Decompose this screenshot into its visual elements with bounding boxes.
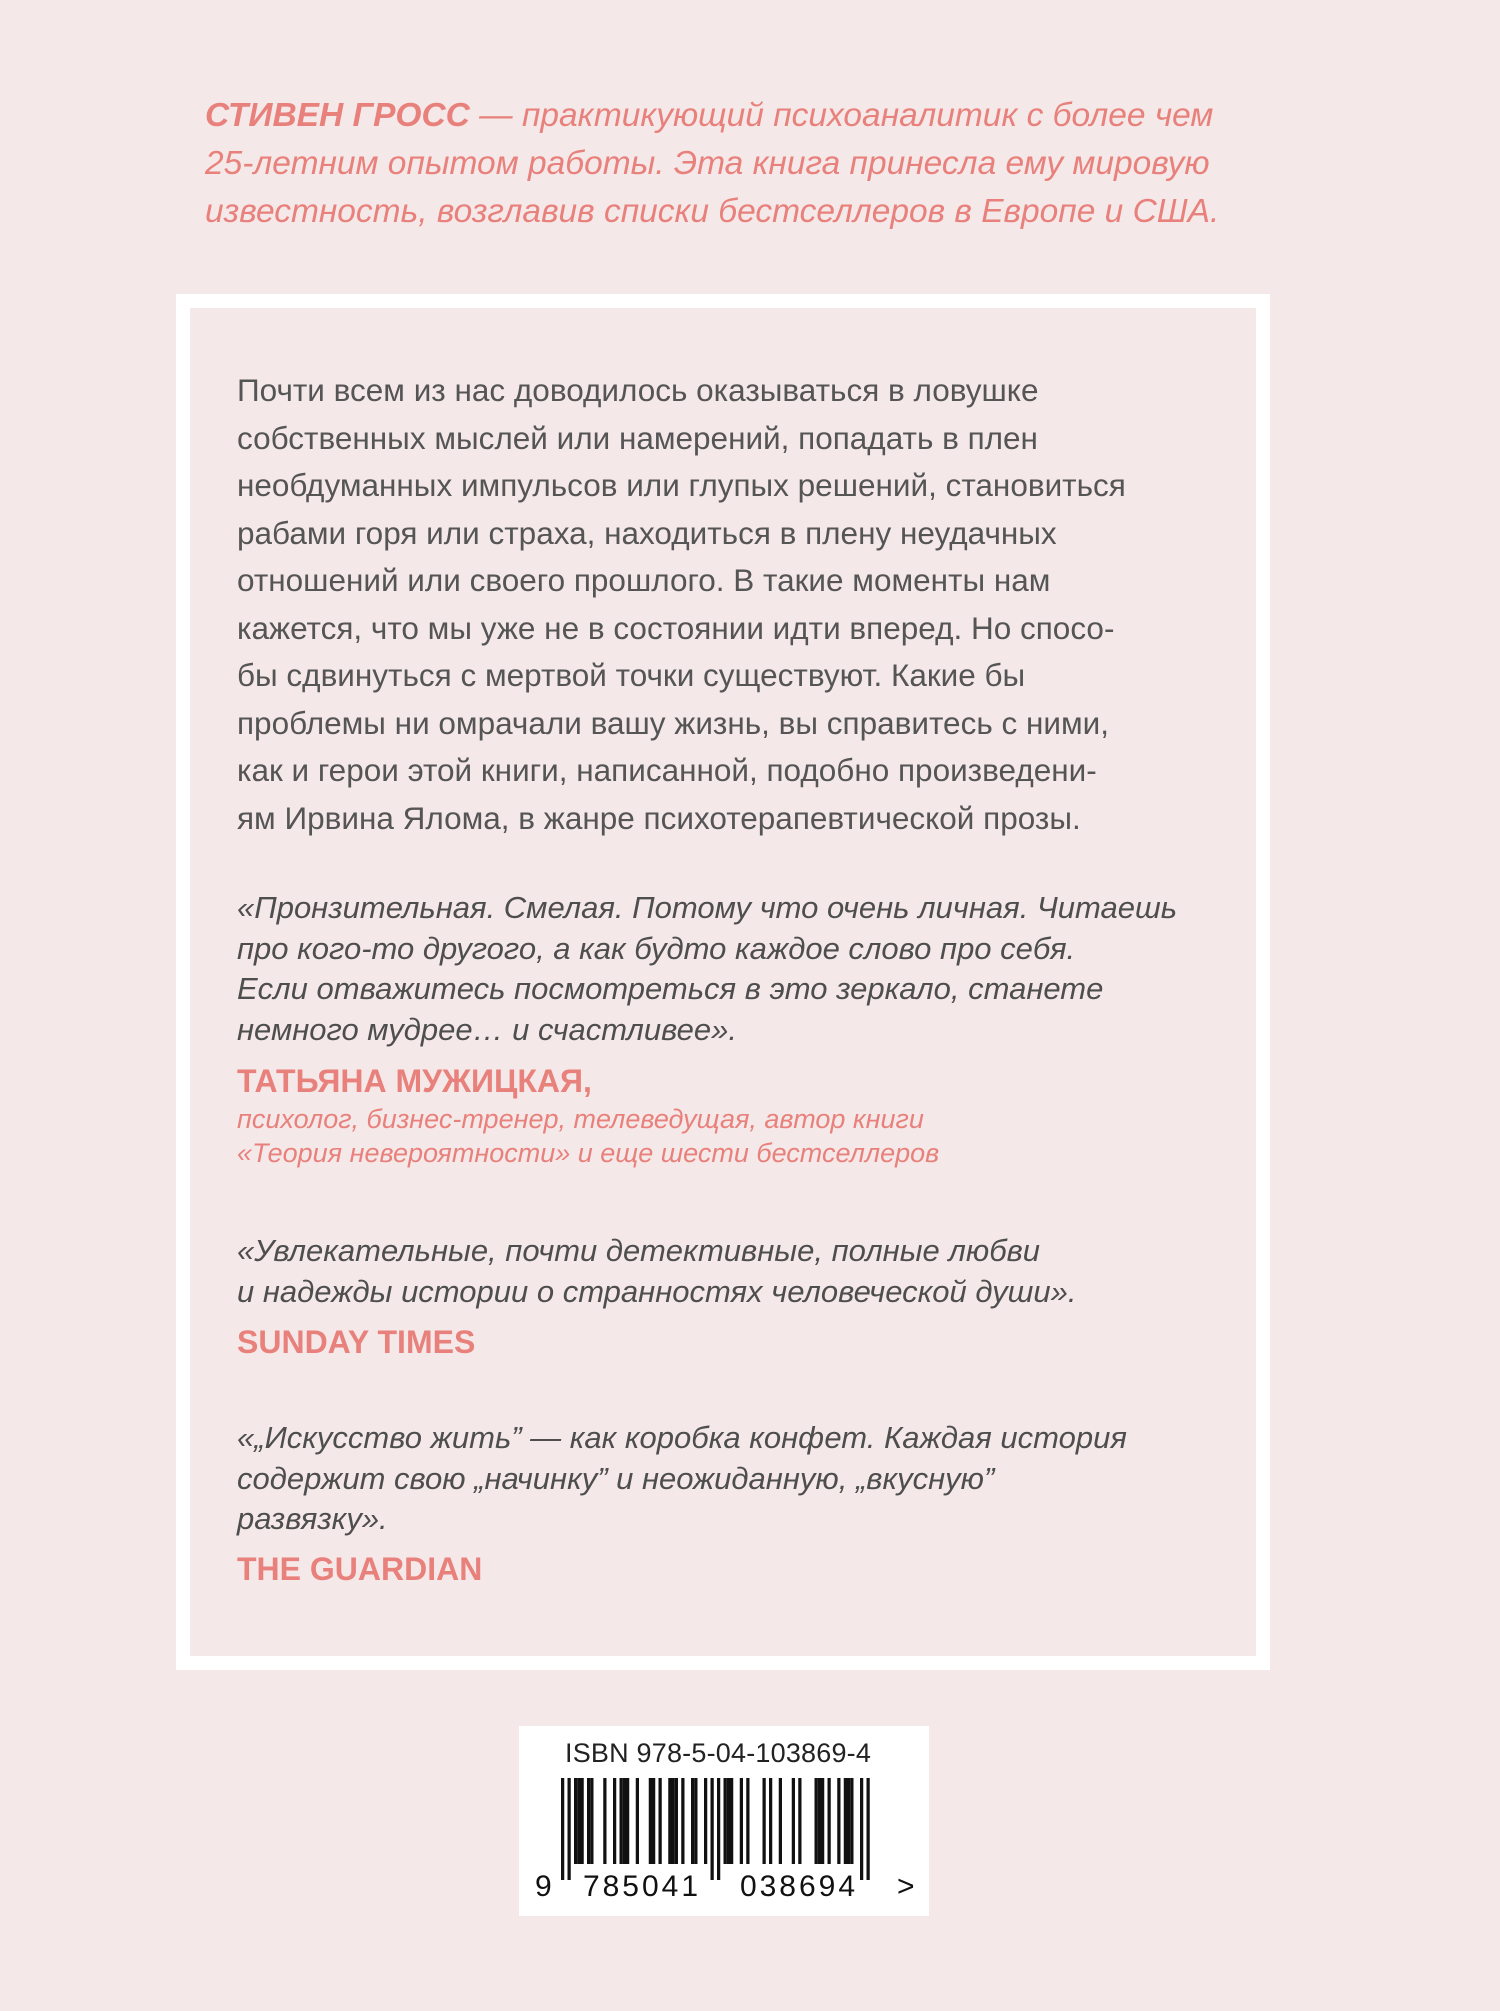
annotation-line: проблемы ни омрачали вашу жизнь, вы справитесь с ними, (237, 704, 1109, 741)
barcode-bar (730, 1778, 733, 1864)
barcode-bar (668, 1778, 671, 1864)
annotation-line: кажется, что мы уже не в состоянии идти вперед. Но спосо- (237, 609, 1115, 646)
review-author-desc-1 (237, 1102, 1237, 1170)
barcode-end-mark: > (897, 1870, 915, 1903)
barcode-bar (850, 1778, 853, 1864)
barcode-bar (792, 1778, 795, 1864)
annotation-line: отношений или своего прошлого. В такие моменты нам (237, 562, 1051, 598)
barcode-bar (649, 1778, 652, 1864)
author-desc-line: «Теория невероятности» и еще шести бестселлеров (237, 1138, 940, 1168)
barcode-bar (798, 1778, 801, 1864)
barcode-bar (561, 1778, 564, 1880)
review-author-2: SUNDAY TIMES (237, 1324, 476, 1360)
barcode-bar (581, 1778, 584, 1864)
barcode-bar (626, 1778, 629, 1864)
barcode-bar (860, 1778, 863, 1880)
barcode-bar (623, 1778, 626, 1864)
barcode-bar (818, 1778, 821, 1864)
barcode-bar (828, 1778, 831, 1864)
annotation-line: необдуманных импульсов или глупых решений, становиться (237, 467, 1126, 503)
author-intro-line-1: СТИВЕН ГРОСС — практикующий психоаналитик с более чем (205, 97, 1214, 134)
annotation-line: бы сдвинуться с мертвой точки существуют. Какие бы (237, 657, 1026, 693)
barcode-bar (574, 1778, 577, 1864)
barcode-first-digit: 9 (535, 1870, 552, 1903)
barcode-bar (844, 1778, 847, 1864)
review-quote-1 (237, 888, 1237, 1050)
barcode-bar (711, 1778, 714, 1880)
barcode-bar (779, 1778, 782, 1864)
barcode-bar (694, 1778, 697, 1864)
barcode-bar (763, 1778, 766, 1864)
barcode-bar (672, 1778, 675, 1864)
annotation-line: рабами горя или страха, находиться в плену неудачных (237, 514, 1057, 551)
barcode-bar (746, 1778, 749, 1864)
quote-line: и надежды истории о странностях человеческой души». (237, 1273, 1077, 1309)
barcode-bar (675, 1778, 678, 1864)
author-intro (205, 92, 1345, 236)
barcode-bar (740, 1778, 743, 1864)
barcode-bar (815, 1778, 818, 1864)
quote-line: содержит свою „начинку” и неожиданную, „вкусную” (237, 1460, 995, 1496)
barcode-bar (590, 1778, 593, 1864)
quote-line: «Пронзительная. Смелая. Потому что очень личная. Читаешь (237, 890, 1178, 925)
review-author-3: THE GUARDIAN (237, 1551, 483, 1587)
barcode-bar (821, 1778, 824, 1864)
author-desc-line: психолог, бизнес-тренер, телеведущая, автор книги (237, 1104, 924, 1134)
barcode-bar (659, 1778, 662, 1864)
barcode-bar (587, 1778, 590, 1864)
barcode-bar (727, 1778, 730, 1864)
quote-line: немного мудрее… и счастливее». (237, 1011, 737, 1047)
barcode-bar (717, 1778, 720, 1880)
barcode-right-digits: 038694 (739, 1870, 859, 1903)
review-quote-2 (237, 1231, 1237, 1312)
barcode-bar (652, 1778, 655, 1864)
author-intro-line-3: известность, возглавив списки бестселлеров в Европе и США. (205, 193, 1220, 230)
quote-line: Если отважитесь посмотреться в это зеркало, станете (237, 971, 1104, 1006)
annotation-line: ям Ирвина Ялома, в жанре психотерапевтической прозы. (237, 799, 1081, 836)
book-annotation (237, 367, 1237, 842)
barcode-bar (568, 1778, 571, 1880)
review-author-1: ТАТЬЯНА МУЖИЦКАЯ, (237, 1063, 592, 1099)
quote-line: «Увлекательные, почти детективные, полные любви (237, 1233, 1041, 1268)
barcode-bar (837, 1778, 840, 1864)
annotation-line: как и герои этой книги, написанной, подобно произведени- (237, 752, 1097, 788)
author-intro-line-2: 25-летним опытом работы. Эта книга принесла ему мировую (205, 145, 1210, 182)
barcode-bar (620, 1778, 623, 1864)
barcode-bars (561, 1778, 870, 1880)
review-quote-3 (237, 1418, 1237, 1540)
barcode-bar (603, 1778, 606, 1864)
isbn-barcode (519, 1726, 929, 1916)
barcode-bar (613, 1778, 616, 1864)
barcode-bar (577, 1778, 580, 1864)
isbn-label: ISBN 978-5-04-103869-4 (565, 1738, 872, 1768)
barcode-bar (691, 1778, 694, 1864)
quote-line: про кого-то другого, а как будто каждое слово про себя. (237, 930, 1076, 966)
author-name: СТИВЕН ГРОСС (205, 97, 470, 134)
barcode-graphic (519, 1726, 929, 1916)
barcode-bar (724, 1778, 727, 1864)
barcode-bar (704, 1778, 707, 1864)
barcode-bar (636, 1778, 639, 1864)
barcode-left-digits: 785041 (582, 1870, 702, 1903)
annotation-line: Почти всем из нас доводилось оказываться в ловушке (237, 372, 1039, 408)
quote-line: развязку». (237, 1501, 388, 1536)
barcode-bar (867, 1778, 870, 1880)
barcode-bar (769, 1778, 772, 1864)
barcode-bar (681, 1778, 684, 1864)
barcode-bar (847, 1778, 850, 1864)
annotation-line: собственных мыслей или намерений, попадать в плен (237, 419, 1038, 456)
quote-line: «„Искусство жить” — как коробка конфет. Каждая история (237, 1420, 1127, 1455)
